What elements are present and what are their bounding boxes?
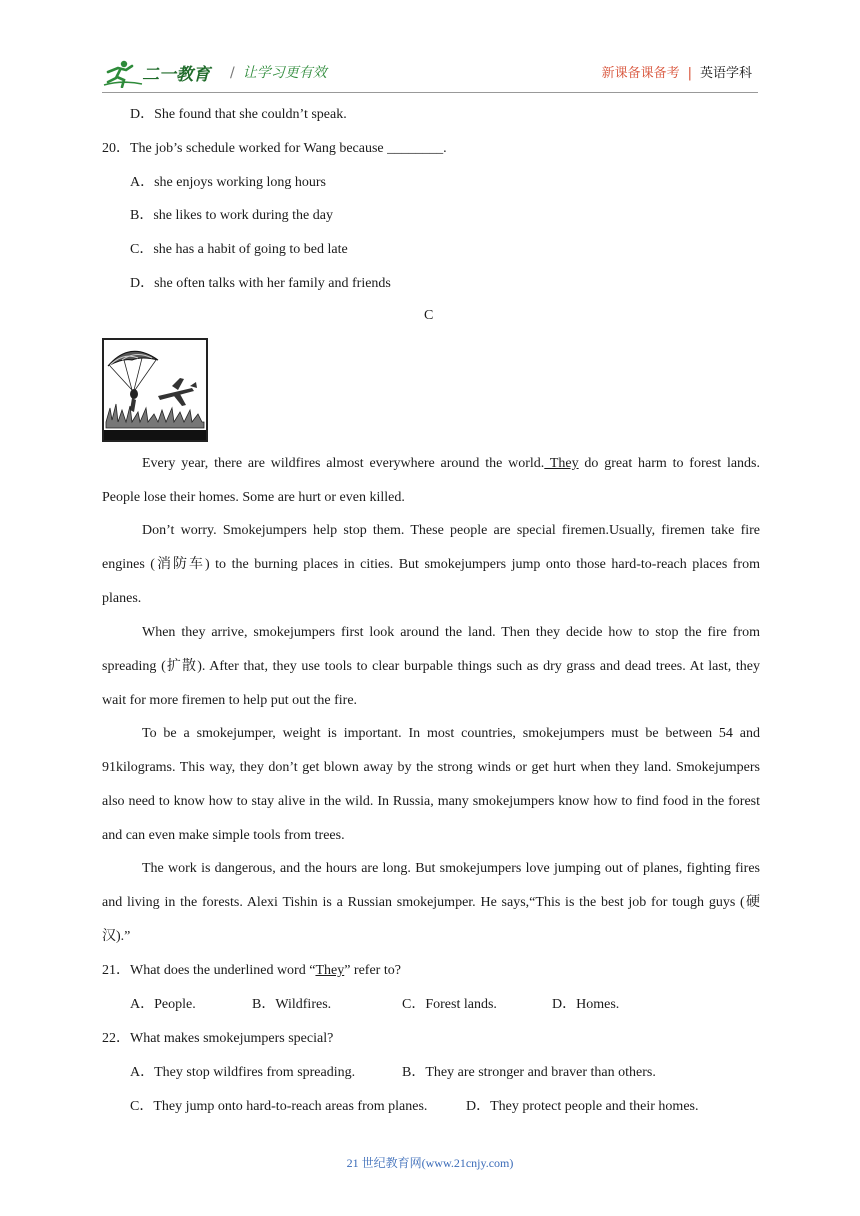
q22-option-a: A．They stop wildfires from spreading. (130, 1065, 356, 1080)
passage-paragraph-3 (102, 616, 760, 718)
passage-paragraph-2 (102, 514, 760, 616)
q20-option-d: D．she often talks with her family and friends (130, 276, 391, 291)
q21-text-end: ” refer to? (344, 963, 401, 978)
q20-question: 20．The job’s schedule worked for Wang because ________. (102, 141, 447, 156)
q22-question: 22．What makes smokejumpers special? (102, 1031, 334, 1046)
q21-text-start: 21．What does the underlined word “ (102, 963, 316, 978)
p2-text: Don’t worry. Smokejumpers help stop them. These people are special firemen.Usually, firemen take fire engines (消防车) to the burning places in cities. But smokejumpers jump onto those hard-to-reach places from planes. (102, 523, 760, 606)
q21-option-c: C．Forest lands. (402, 997, 497, 1012)
q20-option-a: A．she enjoys working long hours (130, 175, 326, 190)
p1-text-start: Every year, there are wildfires almost everywhere around the world. (142, 456, 545, 471)
page-footer: 21 世纪教育网(www.21cnjy.com) (346, 1156, 514, 1170)
p4-text: To be a smokejumper, weight is important. In most countries, smokejumpers must be between 54 and 91kilograms. This way, they don’t get blown away by the strong winds or get hurt when they land. Smokejumpers also need to know how to stay alive in the wild. In Russia, many smokejumpers know how to find food in the forest and can even make simple tools from trees. (102, 726, 760, 843)
q21-underlined-word: They (315, 963, 345, 978)
q19-option-d: D．She found that she couldn’t speak. (130, 107, 347, 122)
header-divider (102, 92, 758, 93)
q22-option-d: D．They protect people and their homes. (466, 1099, 699, 1114)
header-label: 新课备课备考 (601, 66, 680, 81)
section-label: C (424, 308, 434, 323)
q20-option-c: C．she has a habit of going to bed late (130, 242, 348, 257)
q21-option-a: A．People. (130, 997, 196, 1012)
q21-question (102, 962, 401, 980)
page-header (102, 56, 758, 90)
q20-option-b: B．she likes to work during the day (130, 208, 333, 223)
logo-text: 二一教育 (142, 65, 210, 85)
smokejumper-illustration (102, 338, 208, 442)
header-right: 新课备课备考 | 英语学科 (601, 66, 752, 81)
p1-text-end: do great harm to forest lands. People lose their homes. Some are hurt or even killed. (102, 456, 761, 505)
q21-option-b: B．Wildfires. (252, 997, 332, 1012)
passage-paragraph-4 (102, 717, 760, 853)
p5-text: The work is dangerous, and the hours are long. But smokejumpers love jumping out of planes, fighting fires and living in the forests. Alexi Tishin is a Russian smokejumper. He says,“This is the best job for tough guys (硬汉).” (102, 861, 760, 944)
q22-option-c: C．They jump onto hard-to-reach areas from planes. (130, 1099, 428, 1114)
slogan-text: 让学习更有效 (242, 65, 327, 81)
q22-option-b: B．They are stronger and braver than others. (402, 1065, 656, 1080)
running-man-icon (104, 61, 142, 87)
underlined-word-they: They (544, 456, 579, 471)
passage-paragraph-5 (102, 852, 760, 954)
passage-paragraph-1 (102, 447, 760, 515)
slogan: / 让学习更有效 (230, 65, 327, 81)
q21-option-d: D．Homes. (552, 997, 620, 1012)
brand-logo (102, 58, 220, 88)
p3-text: When they arrive, smokejumpers first look around the land. Then they decide how to stop the fire from spreading (扩散). After that, they use tools to clear burpable things such as dry grass and dead trees. At last, they wait for more firemen to help put out the fire. (102, 625, 760, 708)
subject-label: 英语学科 (699, 66, 752, 81)
